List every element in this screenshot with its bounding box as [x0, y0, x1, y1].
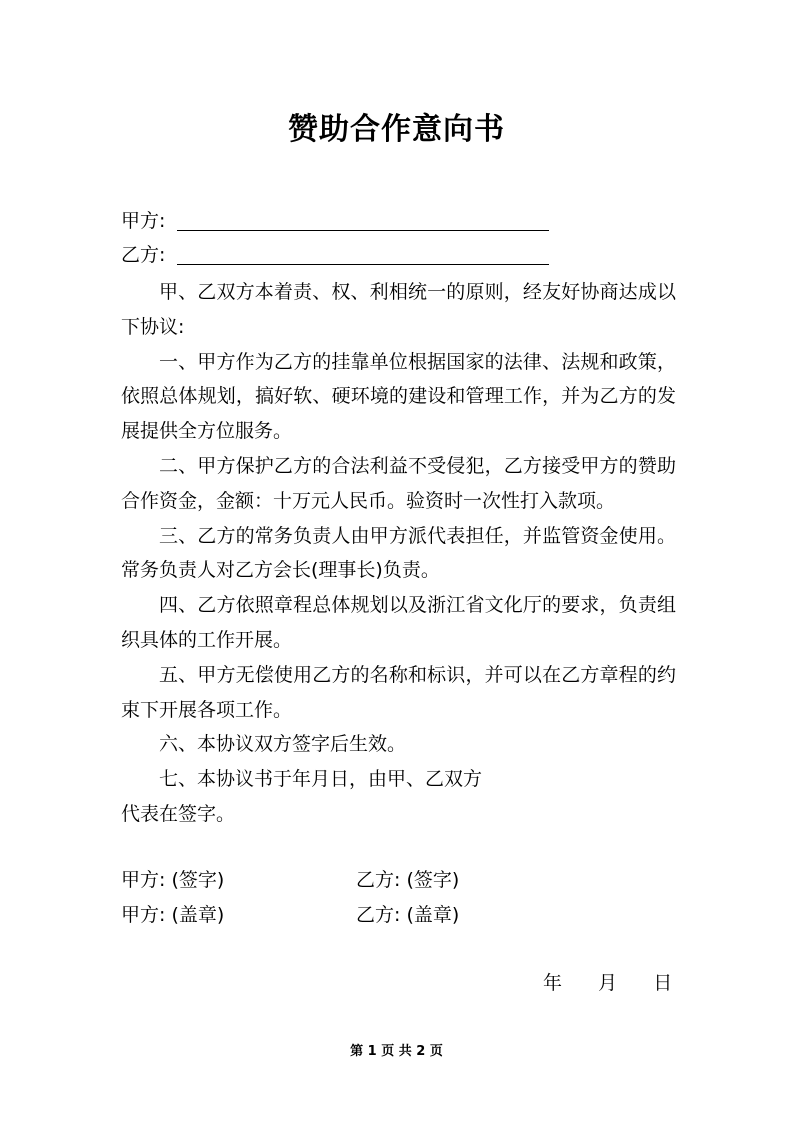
party-a-blank — [177, 230, 549, 231]
clause-2: 二、甲方保护乙方的合法利益不受侵犯，乙方接受甲方的赞助合作资金，金额：十万元人民币。验资时一次性打入款项。 — [121, 454, 676, 512]
signing-date — [543, 969, 672, 997]
party-b-signature: 乙方: (签字) — [356, 869, 460, 891]
closing-line: 代表在签字。 — [121, 802, 236, 825]
party-a-signature: 甲方: (签字) — [121, 869, 225, 891]
date-month: 月 — [598, 972, 618, 994]
clause-1: 一、甲方作为乙方的挂靠单位根据国家的法律、法规和政策，依照总体规划，搞好软、硬环境的建设和管理工作，并为乙方的发展提供全方位服务。 — [121, 350, 676, 443]
clause-4: 四、乙方依照章程总体规划以及浙江省文化厅的要求，负责组织具体的工作开展。 — [121, 594, 676, 651]
clause-5: 五、甲方无偿使用乙方的名称和标识，并可以在乙方章程的约束下开展各项工作。 — [121, 663, 676, 721]
clause-3: 三、乙方的常务负责人由甲方派代表担任，并监管资金使用。常务负责人对乙方会长(理事长)负责。 — [121, 524, 676, 582]
page-indicator: 第 1 页 共 2 页 — [350, 1044, 443, 1059]
party-a-label: 甲方: — [121, 210, 166, 232]
document-title: 赞助合作意向书 — [288, 112, 505, 147]
party-a-seal: 甲方: (盖章) — [121, 904, 225, 926]
date-day: 日 — [653, 972, 673, 994]
agreement-body — [121, 275, 676, 832]
party-b-line — [121, 241, 165, 269]
clause-6: 六、本协议双方签字后生效。 — [159, 733, 407, 756]
clause-7: 七、本协议书于年月日，由甲、乙双方 — [159, 768, 483, 791]
party-b-label: 乙方: — [121, 244, 166, 266]
party-a-line — [121, 207, 165, 235]
date-year: 年 — [543, 972, 563, 994]
party-b-seal: 乙方: (盖章) — [356, 904, 460, 926]
party-b-blank — [177, 264, 549, 265]
intro-paragraph: 甲、乙双方本着责、权、利相统一的原则，经友好协商达成以下协议: — [121, 281, 676, 338]
